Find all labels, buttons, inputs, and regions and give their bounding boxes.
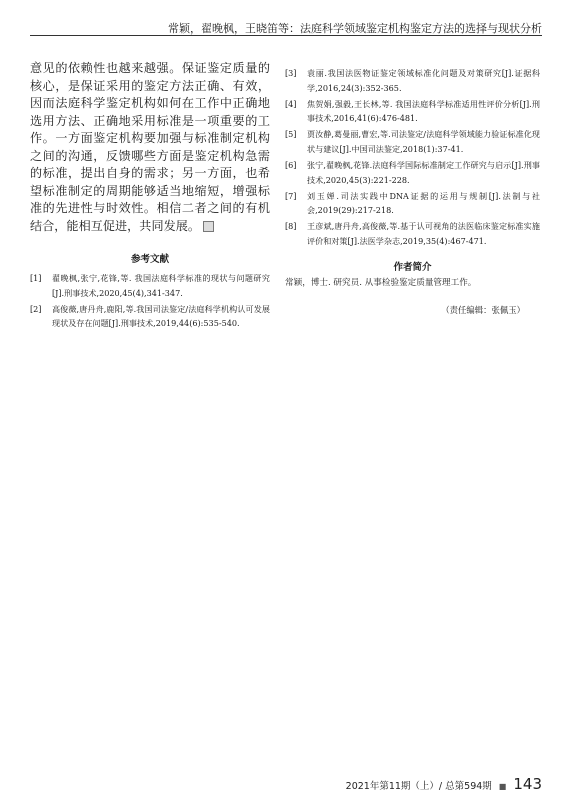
reference-item [285, 127, 540, 156]
reference-text: 袁丽.我国法医物证鉴定领域标准化问题及对策研究[J].证据科学,2016,24(3):352-365. [307, 68, 540, 93]
reference-list-right [285, 66, 540, 249]
footer-separator-icon: ■ [498, 782, 507, 791]
references-title: 参考文献 [130, 254, 169, 265]
page-footer [346, 775, 542, 793]
left-column [30, 60, 270, 332]
reference-item [285, 66, 540, 95]
reference-text: 王彦斌,唐丹舟,高俊薇,等.基于认可视角的法医临床鉴定标准实施评价和对策[J].法医学杂志,2019,35(4):467-471. [307, 221, 540, 247]
end-mark-icon [203, 221, 214, 232]
author-intro-text: 常颖，博士. 研究员. 从事检验鉴定质量管理工作。 [285, 277, 477, 288]
reference-number: [2] [30, 303, 42, 314]
right-column [285, 66, 540, 316]
reference-number: [4] [285, 98, 297, 109]
page-number: 143 [513, 775, 542, 793]
reference-text: 刘玉婵.司法实践中DNA证据的运用与规制[J].法制与社会,2019(29):217-218. [307, 190, 540, 216]
reference-number: [6] [285, 160, 297, 171]
reference-item [30, 302, 270, 331]
reference-text: 翟晚枫,张宁,花锋,等. 我国法庭科学标准的现状与问题研究[J].刑事技术,2020,45(4),341-347. [52, 273, 270, 298]
reference-item [30, 271, 270, 300]
author-intro-title: 作者简介 [393, 261, 432, 273]
reference-item [285, 158, 540, 187]
reference-number: [3] [285, 68, 297, 78]
reference-item [285, 189, 540, 218]
reference-text: 张宁,翟晚枫,花锋.法庭科学国际标准制定工作研究与启示[J].刑事技术,2020,45(3):221-228. [307, 160, 540, 185]
reference-text: 焦贺娟,强毅,王长林,等. 我国法庭科学标准适用性评价分析[J].刑事技术,2016,41(6):476-481. [307, 98, 540, 124]
issue-info: 2021年第11期（上）/ 总第594期 [345, 781, 492, 792]
reference-list-left [30, 271, 270, 331]
editor-note: （责任编辑：张佩玉） [441, 304, 525, 315]
reference-text: 贾汝静,葛曼丽,曹宏,等.司法鉴定/法庭科学领域能力验证标准化现状与建议[J].中国司法鉴定,2018(1):37-41. [307, 129, 540, 154]
header-rule [30, 35, 542, 36]
reference-number: [1] [30, 273, 42, 283]
reference-item [285, 219, 540, 248]
running-header: 常颖，翟晚枫，王晓笛等：法庭科学领域鉴定机构鉴定方法的选择与现状分析 [168, 22, 542, 35]
reference-number: [7] [285, 190, 297, 201]
body-paragraph-text: 意见的依赖性也越来越强。保证鉴定质量的核心，是保证采用的鉴定方法正确、有效，因而法庭科学鉴定机构如何在工作中正确地选用方法、正确地采用标准是一项重要的工作。一方面鉴定机构要加强与标准制定机构之间的沟通，反馈哪些方面是鉴定机构急需的标准，提出自身的需求；另一方面，也希望标准制定的周期能够适当地缩短，增强标准的先进性与时效性。相信二者之间的有机结合，能相互促进，共同发展。 [30, 61, 270, 233]
body-paragraph [30, 60, 270, 235]
reference-number: [5] [285, 129, 297, 140]
reference-item [285, 97, 540, 126]
reference-number: [8] [285, 221, 297, 232]
reference-text: 高俊薇,唐丹舟,鹿阳,等.我国司法鉴定/法庭科学机构认可发展现状及存在问题[J].刑事技术,2019,44(6):535-540. [52, 303, 270, 329]
